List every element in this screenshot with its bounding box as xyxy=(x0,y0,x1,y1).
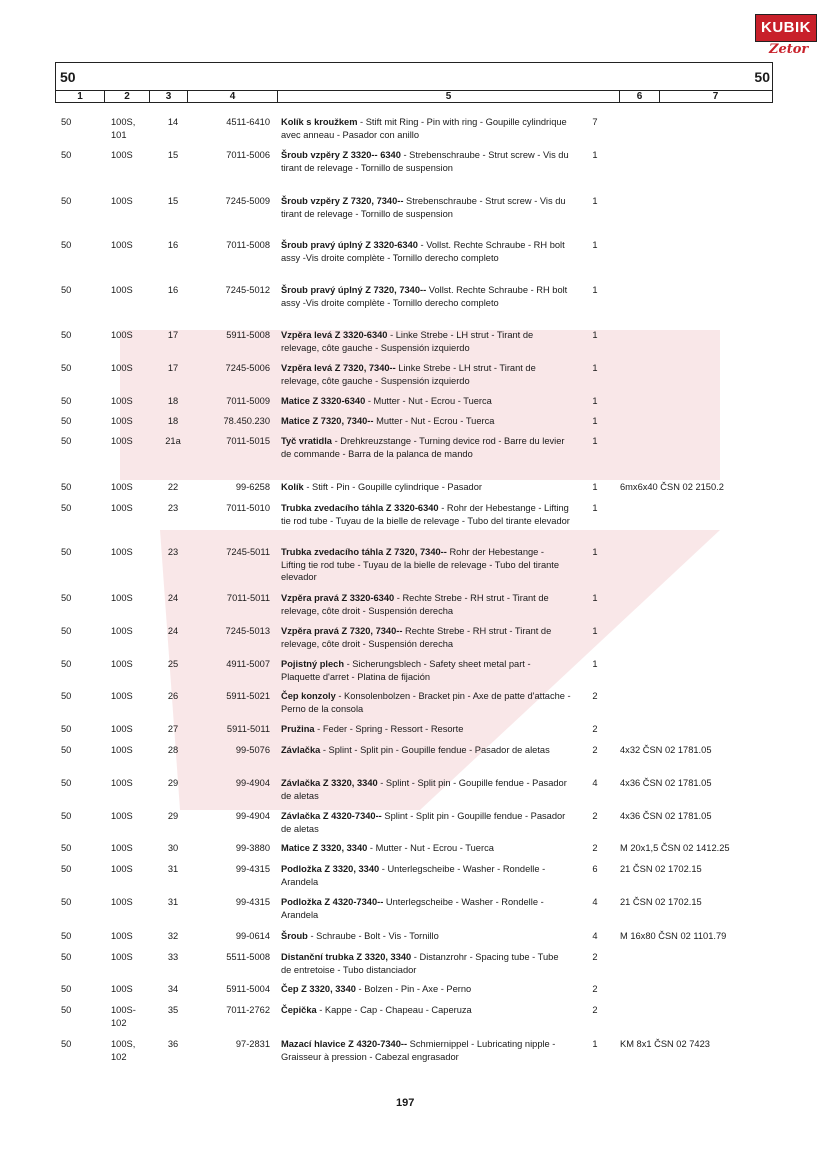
column-header-2: 2 xyxy=(105,91,150,103)
part-translations: - Unterlegscheibe - Washer - Rondelle - Arandela xyxy=(281,864,546,887)
cell-section: 50 xyxy=(61,811,72,821)
cell-quantity: 7 xyxy=(592,117,598,127)
column-header-1: 1 xyxy=(56,91,105,103)
kubik-logo-text: KUBIK xyxy=(755,14,817,42)
cell-description xyxy=(281,896,571,921)
cell-part-number: 7245-5006 xyxy=(225,363,270,373)
cell-model: 100S xyxy=(111,984,133,994)
cell-model: 100S xyxy=(111,150,133,160)
section-number-left: 50 xyxy=(60,69,76,85)
cell-model: 100S xyxy=(111,436,133,446)
column-header-7: 7 xyxy=(712,91,719,102)
part-translations: Linke Strebe - LH strut - Tirant de relevage, côte gauche - Suspensión izquierdo xyxy=(281,363,536,386)
part-name: Mazací hlavice Z 4320-7340-- xyxy=(281,1039,408,1049)
cell-model: 100S xyxy=(111,691,133,701)
part-translations: Unterlegscheibe - Washer - Rondelle - Arandela xyxy=(281,897,544,920)
cell-section: 50 xyxy=(61,593,72,603)
cell-quantity: 1 xyxy=(592,503,598,513)
cell-quantity: 4 xyxy=(592,778,598,788)
cell-quantity: 2 xyxy=(592,745,598,755)
cell-model: 100S xyxy=(111,724,133,734)
cell-description xyxy=(281,625,571,650)
cell-part-number: 99-6258 xyxy=(235,482,270,492)
part-translations: - Kappe - Cap - Chapeau - Caperuza xyxy=(316,1005,472,1015)
part-translations: Strebenschraube - Strut screw - Vis du tirant de relevage - Tornillo de suspension xyxy=(281,196,566,219)
cell-standard: M 20x1,5 ČSN 02 1412.25 xyxy=(620,843,730,853)
part-name: Šroub vzpěry Z 3320-- 6340 xyxy=(281,150,401,160)
cell-position: 22 xyxy=(167,482,179,492)
cell-quantity: 2 xyxy=(592,952,598,962)
cell-section: 50 xyxy=(61,503,72,513)
cell-position: 31 xyxy=(167,897,179,907)
part-translations: - Bolzen - Pin - Axe - Perno xyxy=(355,984,472,994)
part-translations: - Schraube - Bolt - Vis - Tornillo xyxy=(307,931,439,941)
cell-description xyxy=(281,502,571,527)
cell-model: 100S xyxy=(111,864,133,874)
cell-part-number: 78.450.230 xyxy=(223,416,270,426)
part-translations: Vollst. Rechte Schraube - RH bolt assy -Vis droite complète - Tornillo derecho completo xyxy=(281,285,568,308)
part-name: Podložka Z 4320-7340-- xyxy=(281,897,384,907)
cell-quantity: 1 xyxy=(592,363,598,373)
cell-part-number: 5511-5008 xyxy=(226,952,270,962)
part-name: Matice Z 3320, 3340 xyxy=(281,843,368,853)
cell-part-number: 7011-5008 xyxy=(226,240,270,250)
part-translations: - Splint - Split pin - Goupille fendue - Pasador de aletas xyxy=(320,745,550,755)
cell-part-number: 7011-5006 xyxy=(226,150,270,160)
part-translations: - Rechte Strebe - RH strut - Tirant de relevage, côte droit - Suspensión derecha xyxy=(281,593,549,616)
cell-part-number: 99-0614 xyxy=(235,931,270,941)
cell-model: 100S xyxy=(111,659,133,669)
cell-quantity: 1 xyxy=(592,436,598,446)
cell-standard: M 16x80 ČSN 02 1101.79 xyxy=(620,931,727,941)
cell-description xyxy=(281,592,571,617)
cell-standard: KM 8x1 ČSN 02 7423 xyxy=(620,1039,710,1049)
cell-position: 23 xyxy=(167,503,179,513)
cell-description xyxy=(281,658,571,683)
cell-standard: 4x32 ČSN 02 1781.05 xyxy=(620,745,712,755)
cell-section: 50 xyxy=(61,745,72,755)
cell-section: 50 xyxy=(61,897,72,907)
cell-model: 100S xyxy=(111,745,133,755)
cell-description xyxy=(281,1038,571,1063)
cell-model: 100S xyxy=(111,952,133,962)
cell-position: 26 xyxy=(167,691,179,701)
part-name: Vzpěra pravá Z 7320, 7340-- xyxy=(281,626,403,636)
cell-position: 16 xyxy=(167,285,179,295)
part-name: Čepička xyxy=(281,1005,317,1015)
cell-position: 30 xyxy=(167,843,179,853)
cell-section: 50 xyxy=(61,843,72,853)
cell-position: 18 xyxy=(167,396,179,406)
cell-standard: 6mx6x40 ČSN 02 2150.2 xyxy=(620,482,724,492)
cell-section: 50 xyxy=(61,547,72,557)
cell-position: 15 xyxy=(167,196,179,206)
cell-section: 50 xyxy=(61,416,72,426)
cell-quantity: 1 xyxy=(592,240,598,250)
cell-model: 100S xyxy=(111,897,133,907)
cell-section: 50 xyxy=(61,691,72,701)
part-name: Matice Z 3320-6340 xyxy=(281,396,366,406)
cell-section: 50 xyxy=(61,396,72,406)
cell-part-number: 4511-6410 xyxy=(226,117,270,127)
cell-description xyxy=(281,810,571,835)
cell-quantity: 2 xyxy=(592,1005,598,1015)
cell-model: 100S xyxy=(111,196,133,206)
cell-position: 32 xyxy=(167,931,179,941)
part-translations: - Mutter - Nut - Ecrou - Tuerca xyxy=(365,396,492,406)
cell-section: 50 xyxy=(61,1005,72,1015)
part-translations: - Mutter - Nut - Ecrou - Tuerca xyxy=(367,843,494,853)
cell-section: 50 xyxy=(61,196,72,206)
part-name: Pružina xyxy=(281,724,315,734)
cell-model: 100S xyxy=(111,363,133,373)
cell-model: 100S xyxy=(111,503,133,513)
cell-description xyxy=(281,362,571,387)
cell-position: 17 xyxy=(167,363,179,373)
cell-part-number: 7011-5011 xyxy=(226,593,270,603)
part-translations: - Vollst. Rechte Schraube - RH bolt assy -Vis droite complète - Tornillo derecho completo xyxy=(281,240,565,263)
cell-model: 100S xyxy=(111,931,133,941)
cell-description xyxy=(281,546,571,584)
cell-part-number: 7245-5012 xyxy=(225,285,270,295)
cell-quantity: 1 xyxy=(592,416,598,426)
cell-description xyxy=(281,329,571,354)
part-name: Trubka zvedacího táhla Z 7320, 7340-- xyxy=(281,547,447,557)
cell-quantity: 1 xyxy=(592,659,598,669)
cell-model: 100S xyxy=(111,843,133,853)
cell-description xyxy=(281,951,571,976)
cell-model: 100S, 102 xyxy=(111,1039,136,1062)
cell-quantity: 1 xyxy=(592,547,598,557)
cell-part-number: 5911-5004 xyxy=(226,984,270,994)
part-translations: - Konsolenbolzen - Bracket pin - Axe de patte d'attache - Perno de la consola xyxy=(281,691,571,714)
cell-quantity: 2 xyxy=(592,984,598,994)
part-translations: - Sicherungsblech - Safety sheet metal part - Plaquette d'arret - Platina de fijación xyxy=(281,659,531,682)
cell-position: 23 xyxy=(167,547,179,557)
cell-description xyxy=(281,481,571,494)
cell-position: 34 xyxy=(167,984,179,994)
section-number-right: 50 xyxy=(754,69,770,85)
part-name: Závlačka Z 3320, 3340 xyxy=(281,778,378,788)
part-name: Čep Z 3320, 3340 xyxy=(281,984,356,994)
cell-position: 15 xyxy=(167,150,179,160)
cell-part-number: 97-2831 xyxy=(235,1039,270,1049)
cell-quantity: 2 xyxy=(592,843,598,853)
part-name: Trubka zvedacího táhla Z 3320-6340 xyxy=(281,503,439,513)
cell-position: 24 xyxy=(167,626,179,636)
part-name: Čep konzoly xyxy=(281,691,336,701)
cell-part-number: 99-4315 xyxy=(235,864,270,874)
cell-quantity: 1 xyxy=(592,330,598,340)
cell-description xyxy=(281,239,571,264)
page-number: 197 xyxy=(396,1097,415,1109)
column-header-5: 5 xyxy=(278,91,620,103)
cell-position: 31 xyxy=(167,864,179,874)
part-name: Vzpěra levá Z 3320-6340 xyxy=(281,330,388,340)
cell-section: 50 xyxy=(61,724,72,734)
cell-standard: 21 ČSN 02 1702.15 xyxy=(620,897,702,907)
cell-section: 50 xyxy=(61,330,72,340)
part-name: Pojistný plech xyxy=(281,659,345,669)
part-name: Závlačka xyxy=(281,745,321,755)
cell-part-number: 99-4904 xyxy=(235,778,270,788)
part-translations: - Stift mit Ring - Pin with ring - Goupille cylindrique avec anneau - Pasador con anillo xyxy=(281,117,567,140)
cell-section: 50 xyxy=(61,778,72,788)
cell-part-number: 7011-5009 xyxy=(226,396,270,406)
cell-description xyxy=(281,930,571,943)
cell-section: 50 xyxy=(61,659,72,669)
column-header-6: 6 xyxy=(620,91,660,103)
cell-part-number: 5911-5021 xyxy=(226,691,270,701)
cell-quantity: 1 xyxy=(592,482,598,492)
cell-section: 50 xyxy=(61,150,72,160)
cell-position: 29 xyxy=(167,811,179,821)
cell-quantity: 1 xyxy=(592,150,598,160)
cell-position: 29 xyxy=(167,778,179,788)
cell-model: 100S xyxy=(111,416,133,426)
cell-model: 100S xyxy=(111,626,133,636)
cell-part-number: 7245-5009 xyxy=(225,196,270,206)
part-name: Kolík s kroužkem xyxy=(281,117,358,127)
cell-section: 50 xyxy=(61,482,72,492)
cell-section: 50 xyxy=(61,285,72,295)
cell-position: 36 xyxy=(167,1039,179,1049)
cell-model: 100S xyxy=(111,482,133,492)
cell-position: 21a xyxy=(165,436,181,446)
part-name: Tyč vratidla xyxy=(281,436,332,446)
cell-quantity: 6 xyxy=(592,864,598,874)
cell-model: 100S- 102 xyxy=(111,1005,136,1028)
part-translations: Mutter - Nut - Ecrou - Tuerca xyxy=(373,416,495,426)
cell-description xyxy=(281,116,571,141)
cell-position: 16 xyxy=(167,240,179,250)
cell-description xyxy=(281,435,571,460)
part-name: Šroub vzpěry Z 7320, 7340-- xyxy=(281,196,404,206)
cell-description xyxy=(281,195,571,220)
cell-standard: 4x36 ČSN 02 1781.05 xyxy=(620,778,712,788)
cell-quantity: 2 xyxy=(592,724,598,734)
zetor-logo-text: Zetor xyxy=(769,42,809,57)
cell-part-number: 7245-5011 xyxy=(226,547,270,557)
cell-model: 100S, 101 xyxy=(111,117,136,140)
cell-description xyxy=(281,842,571,855)
cell-section: 50 xyxy=(61,984,72,994)
cell-part-number: 7011-5015 xyxy=(226,436,270,446)
cell-part-number: 99-3880 xyxy=(235,843,270,853)
part-translations: Schmiernippel - Lubricating nipple - Graisseur à pression - Cabezal engrasador xyxy=(281,1039,556,1062)
cell-part-number: 99-4315 xyxy=(235,897,270,907)
cell-description xyxy=(281,1004,571,1017)
cell-model: 100S xyxy=(111,330,133,340)
part-translations: Rohr der Hebestange - Lifting tie rod tube - Tuyau de la bielle de relevage - Tubo del tirante elevador xyxy=(281,547,560,583)
part-translations: - Distanzrohr - Spacing tube - Tube de entretoise - Tubo distanciador xyxy=(281,952,559,975)
part-translations: Splint - Split pin - Goupille fendue - Pasador de aletas xyxy=(281,811,566,834)
cell-section: 50 xyxy=(61,117,72,127)
cell-quantity: 1 xyxy=(592,396,598,406)
part-translations: - Rohr der Hebestange - Lifting tie rod tube - Tuyau de la bielle de relevage - Tubo del tirante elevador xyxy=(281,503,570,526)
part-translations: - Strebenschraube - Strut screw - Vis du tirant de relevage - Tornillo de suspension xyxy=(281,150,569,173)
cell-description xyxy=(281,415,571,428)
cell-position: 18 xyxy=(167,416,179,426)
cell-model: 100S xyxy=(111,547,133,557)
cell-position: 28 xyxy=(167,745,179,755)
part-name: Vzpěra pravá Z 3320-6340 xyxy=(281,593,395,603)
part-name: Šroub pravý úplný Z 3320-6340 xyxy=(281,240,418,250)
cell-section: 50 xyxy=(61,952,72,962)
cell-standard: 21 ČSN 02 1702.15 xyxy=(620,864,702,874)
column-header-3: 3 xyxy=(150,91,188,103)
part-name: Distanční trubka Z 3320, 3340 xyxy=(281,952,412,962)
cell-position: 35 xyxy=(167,1005,179,1015)
cell-position: 14 xyxy=(167,117,179,127)
cell-part-number: 7011-5010 xyxy=(226,503,270,513)
cell-description xyxy=(281,863,571,888)
part-name: Šroub xyxy=(281,931,308,941)
cell-section: 50 xyxy=(61,864,72,874)
cell-part-number: 99-5076 xyxy=(235,745,270,755)
part-name: Závlačka Z 4320-7340-- xyxy=(281,811,382,821)
cell-section: 50 xyxy=(61,240,72,250)
cell-quantity: 1 xyxy=(592,626,598,636)
cell-description xyxy=(281,983,571,996)
part-translations: - Stift - Pin - Goupille cylindrique - Pasador xyxy=(303,482,482,492)
cell-model: 100S xyxy=(111,285,133,295)
cell-position: 27 xyxy=(167,724,179,734)
part-translations: - Splint - Split pin - Goupille fendue - Pasador de aletas xyxy=(281,778,567,801)
part-translations: - Feder - Spring - Ressort - Resorte xyxy=(314,724,464,734)
cell-quantity: 2 xyxy=(592,811,598,821)
column-header-4: 4 xyxy=(188,91,278,103)
cell-description xyxy=(281,395,571,408)
cell-model: 100S xyxy=(111,811,133,821)
cell-section: 50 xyxy=(61,436,72,446)
cell-section: 50 xyxy=(61,1039,72,1049)
cell-description xyxy=(281,284,571,309)
cell-part-number: 5911-5008 xyxy=(226,330,270,340)
cell-section: 50 xyxy=(61,931,72,941)
cell-part-number: 7011-2762 xyxy=(226,1005,270,1015)
cell-description xyxy=(281,690,571,715)
part-name: Kolík xyxy=(281,482,304,492)
part-translations: - Linke Strebe - LH strut - Tirant de relevage, côte gauche - Suspensión izquierdo xyxy=(281,330,534,353)
cell-part-number: 4911-5007 xyxy=(226,659,270,669)
cell-quantity: 1 xyxy=(592,196,598,206)
cell-model: 100S xyxy=(111,396,133,406)
cell-standard: 4x36 ČSN 02 1781.05 xyxy=(620,811,712,821)
part-name: Matice Z 7320, 7340-- xyxy=(281,416,374,426)
cell-part-number: 99-4904 xyxy=(235,811,270,821)
cell-position: 17 xyxy=(167,330,179,340)
part-name: Šroub pravý úplný Z 7320, 7340-- xyxy=(281,285,427,295)
cell-description xyxy=(281,777,571,802)
cell-quantity: 4 xyxy=(592,897,598,907)
cell-part-number: 7245-5013 xyxy=(225,626,270,636)
cell-model: 100S xyxy=(111,240,133,250)
part-name: Vzpěra levá Z 7320, 7340-- xyxy=(281,363,396,373)
cell-description xyxy=(281,744,571,757)
cell-quantity: 4 xyxy=(592,931,598,941)
cell-position: 33 xyxy=(167,952,179,962)
cell-description xyxy=(281,149,571,174)
cell-section: 50 xyxy=(61,363,72,373)
cell-position: 25 xyxy=(167,659,179,669)
part-name: Podložka Z 3320, 3340 xyxy=(281,864,380,874)
part-translations: Rechte Strebe - RH strut - Tirant de relevage, côte droit - Suspensión derecha xyxy=(281,626,552,649)
cell-section: 50 xyxy=(61,626,72,636)
cell-description xyxy=(281,723,571,736)
cell-quantity: 2 xyxy=(592,691,598,701)
cell-model: 100S xyxy=(111,778,133,788)
cell-model: 100S xyxy=(111,593,133,603)
cell-position: 24 xyxy=(167,593,179,603)
cell-part-number: 5911-5011 xyxy=(226,724,270,734)
cell-quantity: 1 xyxy=(592,285,598,295)
cell-quantity: 1 xyxy=(592,1039,598,1049)
cell-quantity: 1 xyxy=(592,593,598,603)
part-translations: - Drehkreuzstange - Turning device rod - Barre du levier de commande - Barra de la palanca de mando xyxy=(281,436,565,459)
